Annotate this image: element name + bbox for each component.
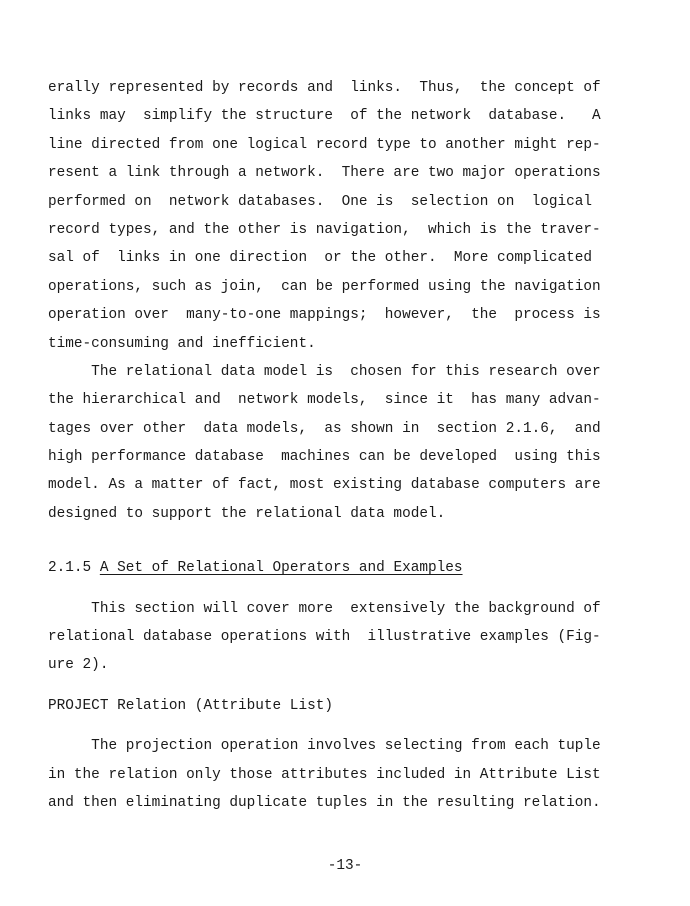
text-line: erally represented by records and links. Thus, the concept of [48,80,601,96]
text-line: links may simplify the structure of the network database. A [48,108,601,125]
text-line: The projection operation involves selecting from each tuple [48,738,601,755]
text-line: and then eliminating duplicate tuples in the resulting relation. [48,794,601,811]
text-line: ure 2). [48,657,109,674]
spacer [48,583,628,595]
text-line: line directed from one logical record type to another might rep- [48,136,601,153]
operator-heading: PROJECT Relation (Attribute List) [48,697,333,714]
text-line: operations, such as join, can be performed using the navigation [48,278,601,295]
document-body [48,74,628,817]
paragraph-section-intro [48,595,628,680]
paragraph-network-databases [48,74,628,358]
text-line: sal of links in one direction or the other. More complicated [48,250,593,267]
page-number: -13- [327,858,363,874]
section-number: 2.1.5 [48,560,92,577]
section-heading [48,554,628,582]
spacer [48,680,628,692]
text-line: relational database operations with illustrative examples (Fig- [48,629,601,646]
text-line: tages over other data models, as shown in section 2.1.6, and [48,420,601,437]
text-line: high performance database machines can be developed using this [48,449,601,466]
text-line: resent a link through a network. There are two major operations [48,165,601,182]
paragraph-projection [48,732,628,817]
text-line: the hierarchical and network models, since it has many advan- [48,392,601,409]
spacer [48,720,628,732]
text-line: The relational data model is chosen for this research over [48,363,601,380]
text-line: in the relation only those attributes included in Attribute List [48,766,601,783]
text-line: time-consuming and inefficient. [48,335,316,352]
paragraph-relational-model [48,358,628,528]
text-line: designed to support the relational data model. [48,505,446,522]
text-line: performed on network databases. One is selection on logical [48,193,593,210]
spacer [48,528,628,554]
text-line: model. As a matter of fact, most existing database computers are [48,477,601,494]
text-line: record types, and the other is navigation, which is the traver- [48,221,601,238]
text-line: operation over many-to-one mappings; however, the process is [48,307,601,324]
text-line: This section will cover more extensively the background of [48,600,601,617]
section-title: A Set of Relational Operators and Examples [99,560,463,577]
